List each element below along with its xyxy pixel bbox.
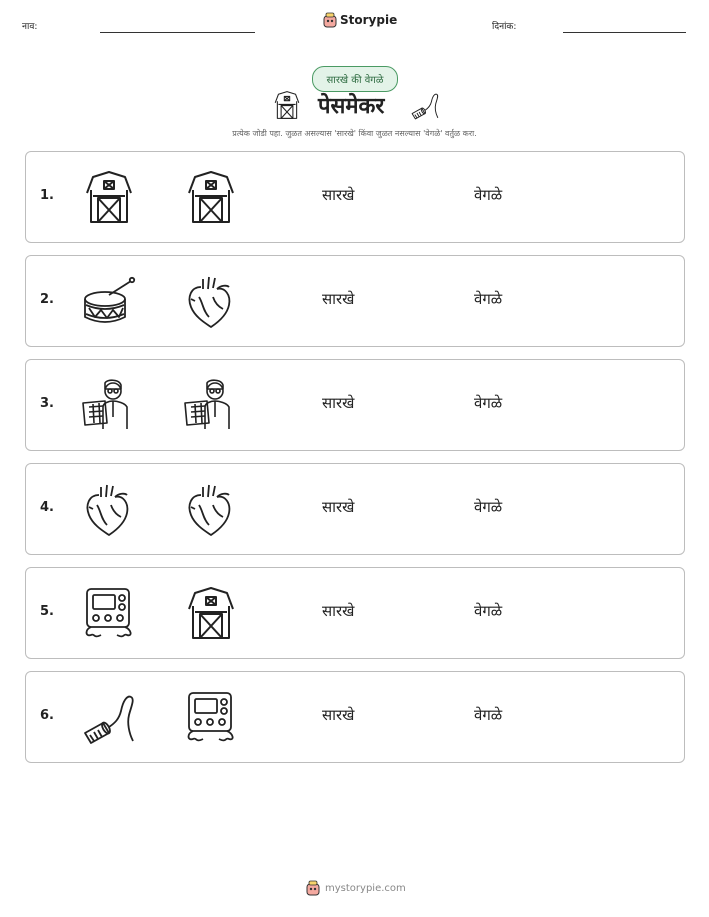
question-row: [25, 463, 685, 555]
question-row: [25, 151, 685, 243]
same-option[interactable]: सारखे: [322, 394, 355, 412]
doctor-icon: [183, 377, 239, 433]
barn-icon: [272, 90, 302, 120]
question-number: 3.: [40, 396, 54, 411]
question-number: 4.: [40, 500, 54, 515]
storypie-logo: [323, 12, 397, 28]
doctor-icon: [81, 377, 137, 433]
different-option[interactable]: वेगळे: [474, 602, 503, 620]
page-title: पेसमेकर: [318, 94, 385, 119]
different-option[interactable]: वेगळे: [474, 186, 503, 204]
pacemaker-lead-icon: [410, 90, 440, 120]
date-label: दिनांक:: [492, 22, 517, 32]
same-option[interactable]: सारखे: [322, 498, 355, 516]
drum-icon: [81, 273, 137, 329]
footer-url[interactable]: mystorypie.com: [325, 882, 406, 894]
name-line[interactable]: [100, 32, 255, 33]
barn-icon: [183, 585, 239, 641]
title-row: [0, 88, 709, 124]
pacemaker-device-icon: [81, 585, 137, 641]
pacemaker-device-icon: [183, 689, 239, 745]
heart-icon: [183, 481, 239, 537]
barn-icon: [183, 169, 239, 225]
name-label: नाव:: [22, 22, 38, 32]
same-option[interactable]: सारखे: [322, 290, 355, 308]
same-option[interactable]: सारखे: [322, 706, 355, 724]
question-row: [25, 255, 685, 347]
footer: [306, 880, 406, 896]
question-number: 2.: [40, 292, 54, 307]
question-row: [25, 567, 685, 659]
brand-name: Storypie: [340, 13, 398, 27]
heart-icon: [81, 481, 137, 537]
different-option[interactable]: वेगळे: [474, 290, 503, 308]
storypie-mascot-icon: [323, 12, 337, 28]
question-number: 1.: [40, 188, 54, 203]
instructions: प्रत्येक जोडी पहा. जुळत असल्यास 'सारखे' किंवा जुळत नसल्यास 'वेगळे' वर्तुळ करा.: [232, 129, 477, 138]
date-line[interactable]: [563, 32, 686, 33]
different-option[interactable]: वेगळे: [474, 394, 503, 412]
different-option[interactable]: वेगळे: [474, 706, 503, 724]
question-row: [25, 359, 685, 451]
question-row: [25, 671, 685, 763]
heart-icon: [183, 273, 239, 329]
barn-icon: [81, 169, 137, 225]
same-option[interactable]: सारखे: [322, 186, 355, 204]
question-number: 6.: [40, 708, 54, 723]
storypie-mascot-icon: [306, 880, 320, 896]
pacemaker-lead-icon: [81, 689, 137, 745]
same-option[interactable]: सारखे: [322, 602, 355, 620]
category-badge: सारखे की वेगळे: [312, 66, 398, 92]
question-number: 5.: [40, 604, 54, 619]
different-option[interactable]: वेगळे: [474, 498, 503, 516]
